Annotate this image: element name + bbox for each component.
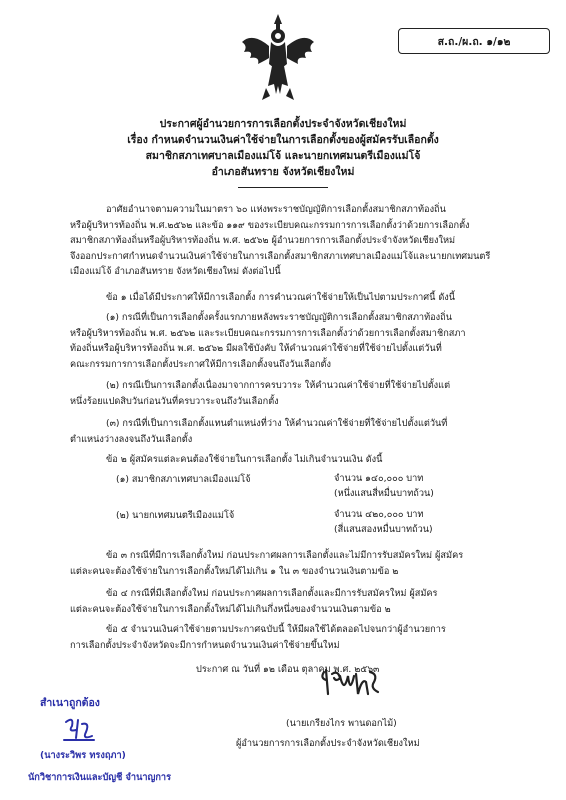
certifier-name: (นางระวิพร ทรงฤภา) <box>40 750 126 761</box>
intro-line: เมืองแม่โจ้ อำเภอสันทราย จังหวัดเชียงใหม่ ดังต่อไปนี้ <box>70 266 281 278</box>
amount-words: (หนึ่งแสนสี่หมื่นบาทถ้วน) <box>334 488 434 499</box>
certifier-signature-icon <box>60 714 100 744</box>
certified-copy-title: สำเนาถูกต้อง <box>40 697 100 709</box>
amount-value-council <box>334 471 434 501</box>
clause-line: คณะกรรมการการเลือกตั้งประกาศให้มีการเลือกตั้งจนถึงวันเลือกตั้ง <box>70 358 331 370</box>
amount-words: (สี่แสนสองหมื่นบาทถ้วน) <box>334 524 433 535</box>
heading-divider <box>238 187 328 188</box>
clause-1-item-2 <box>70 378 450 409</box>
clause-5 <box>70 622 446 653</box>
clause-line: หรือผู้บริหารท้องถิ่น พ.ศ. ๒๕๖๒ และระเบียบคณะกรรมการการเลือกตั้งว่าด้วยการเลือกตั้งสมาชิกสภา <box>70 327 466 339</box>
clause-2: ข้อ ๒ ผู้สมัครแต่ละคนต้องใช้จ่ายในการเลือกตั้ง ไม่เกินจำนวนเงิน ดังนี้ <box>106 454 383 465</box>
clause-line: ข้อ ๓ กรณีที่มีการเลือกตั้งใหม่ ก่อนประกาศผลการเลือกตั้งและไม่มีการรับสมัครใหม่ ผู้สมัคร <box>106 550 464 561</box>
heading-line-1: ประกาศผู้อำนวยการการเลือกตั้งประจำจังหวัดเชียงใหม่ <box>159 118 407 130</box>
clause-line: (๒) กรณีเป็นการเลือกตั้งเนื่องมาจากการครบวาระ ให้คำนวณค่าใช้จ่ายที่ใช้จ่ายไปตั้งแต่ <box>106 380 451 391</box>
amount-figure: จำนวน ๔๒๐,๐๐๐ บาท <box>334 509 424 520</box>
clause-3 <box>70 548 463 579</box>
clause-1-item-1 <box>70 310 466 372</box>
amount-figure: จำนวน ๑๔๐,๐๐๐ บาท <box>334 473 424 484</box>
clause-line: ท้องถิ่นหรือผู้บริหารท้องถิ่น พ.ศ. ๒๕๖๒ มีผลใช้บังคับ ให้คำนวณค่าใช้จ่ายที่ใช้จ่ายไปตั้งแต่วันที่ <box>70 343 442 355</box>
clause-line: ตำแหน่งว่างลงจนถึงวันเลือกตั้ง <box>70 433 193 445</box>
clause-line: ข้อ ๕ จำนวนเงินค่าใช้จ่ายตามประกาศฉบับนี้ ให้มีผลใช้ได้ตลอดไปจนกว่าผู้อำนวยการ <box>106 624 446 635</box>
intro-line: จึงออกประกาศกำหนดจำนวนเงินค่าใช้จ่ายในการเลือกตั้งสมาชิกสภาเทศบาลเมืองแม่โจ้และนายกเทศมนตรี <box>70 250 491 262</box>
clause-line: การเลือกตั้งประจำจังหวัดจะมีการกำหนดจำนวนเงินค่าใช้จ่ายขึ้นใหม่ <box>70 639 340 651</box>
clause-line: แต่ละคนจะต้องใช้จ่ายในการเลือกตั้งใหม่ได้ไม่เกิน ๑ ใน ๓ ของจำนวนเงินตามข้อ ๒ <box>70 565 399 577</box>
clause-line: หนึ่งร้อยแปดสิบวันก่อนวันที่ครบวาระจนถึงวันเลือกตั้ง <box>70 395 279 407</box>
intro-line: อาศัยอำนาจตามความในมาตรา ๖๐ แห่งพระราชบัญญัติการเลือกตั้งสมาชิกสภาท้องถิ่น <box>106 204 446 215</box>
amount-label-mayor: (๒) นายกเทศมนตรีเมืองแม่โจ้ <box>116 510 235 521</box>
signature-icon <box>318 664 388 700</box>
signer-position: ผู้อำนวยการการเลือกตั้งประจำจังหวัดเชียงใหม่ <box>236 738 420 749</box>
intro-line: หรือผู้บริหารท้องถิ่น พ.ศ.๒๕๖๒ และข้อ ๑๑๙ ของระเบียบคณะกรรมการการเลือกตั้งว่าด้วยการเลือกตั้ง <box>70 219 470 231</box>
document-code-box <box>398 28 550 54</box>
clause-4 <box>70 586 438 617</box>
garuda-emblem-icon <box>238 12 318 104</box>
clause-line: (๓) กรณีที่เป็นการเลือกตั้งแทนตำแหน่งที่ว่าง ให้คำนวณค่าใช้จ่ายที่ใช้จ่ายไปตั้งแต่วันที่ <box>106 418 448 429</box>
clause-1-item-3 <box>70 416 447 447</box>
amount-value-mayor <box>334 507 433 537</box>
clause-line: ข้อ ๔ กรณีที่มีเลือกตั้งใหม่ ก่อนประกาศผลการเลือกตั้งและมีการรับสมัครใหม่ ผู้สมัคร <box>106 588 438 599</box>
heading-line-4: อำเภอสันทราย จังหวัดเชียงใหม่ <box>211 166 355 178</box>
heading-line-2: เรื่อง กำหนดจำนวนเงินค่าใช้จ่ายในการเลือกตั้งของผู้สมัครรับเลือกตั้ง <box>127 134 439 146</box>
announcement-heading <box>60 116 506 180</box>
intro-line: สมาชิกสภาท้องถิ่นหรือผู้บริหารท้องถิ่น พ.ศ. ๒๕๖๒ ผู้อำนวยการการเลือกตั้งประจำจังหวัดเชียงใหม่ <box>70 235 456 247</box>
document-code: ส.ถ./ผ.ถ. ๑/๑๒ <box>437 35 511 48</box>
clause-line: แต่ละคนจะต้องใช้จ่ายในการเลือกตั้งใหม่ได้ไม่เกินกึ่งหนึ่งของจำนวนเงินตามข้อ ๒ <box>70 603 391 615</box>
certifier-position: นักวิชาการเงินและบัญชี จำนาญการ <box>28 772 172 783</box>
clause-1: ข้อ ๑ เมื่อได้มีประกาศให้มีการเลือกตั้ง การคำนวณค่าใช้จ่ายให้เป็นไปตามประกาศนี้ ดังนี้ <box>106 292 456 303</box>
date-line: ประกาศ ณ วันที่ ๑๒ เดือน ตุลาคม พ.ศ. ๒๕๖๓ <box>196 664 380 675</box>
amount-label-council: (๑) สมาชิกสภาเทศบาลเมืองแม่โจ้ <box>116 474 251 485</box>
signer-name: (นายเกรียงไกร พานดอกไม้) <box>286 718 397 729</box>
heading-line-3: สมาชิกสภาเทศบาลเมืองแม่โจ้ และนายกเทศมนตรีเมืองแม่โจ้ <box>145 150 421 162</box>
clause-line: (๑) กรณีที่เป็นการเลือกตั้งครั้งแรกภายหลังพระราชบัญญัติการเลือกตั้งสมาชิกสภาท้องถิ่น <box>106 312 452 323</box>
intro-paragraph <box>70 202 490 280</box>
